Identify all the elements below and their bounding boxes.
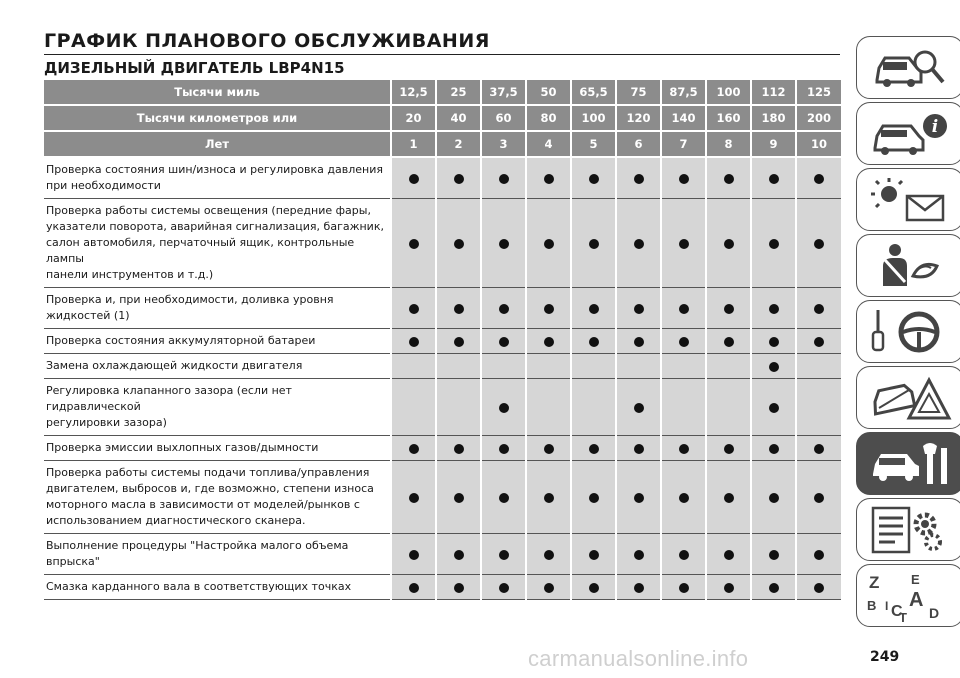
service-required-dot <box>499 304 509 314</box>
service-required-dot <box>499 403 509 413</box>
schedule-cell <box>796 534 841 575</box>
service-required-dot <box>544 493 554 503</box>
header-label: Тысячи миль <box>44 80 391 105</box>
description-line: впрыска" <box>46 555 100 568</box>
schedule-cell <box>436 534 481 575</box>
index-letter: C <box>891 603 903 620</box>
header-row <box>44 80 841 105</box>
description-line: Регулировка клапанного зазора (если нет гидравлической <box>46 384 292 413</box>
index-letter: Z <box>869 573 880 592</box>
schedule-cell <box>436 288 481 329</box>
service-required-dot <box>634 493 644 503</box>
schedule-cell <box>526 534 571 575</box>
tab-index[interactable] <box>856 564 960 627</box>
schedule-cell <box>526 354 571 379</box>
service-required-dot <box>679 493 689 503</box>
index-letter: D <box>929 605 940 621</box>
table-row <box>44 575 841 600</box>
service-required-dot <box>679 583 689 593</box>
schedule-cell <box>706 157 751 199</box>
service-required-dot <box>814 337 824 347</box>
car-search-icon <box>865 42 955 94</box>
schedule-cell <box>526 575 571 600</box>
schedule-cell <box>571 461 616 534</box>
service-required-dot <box>769 444 779 454</box>
schedule-cell <box>661 379 706 436</box>
header-value: 112 <box>751 80 796 105</box>
description-line: Проверка состояния шин/износа и регулировка давления <box>46 163 383 176</box>
service-required-dot <box>544 583 554 593</box>
header-value: 80 <box>526 105 571 131</box>
service-required-dot <box>634 239 644 249</box>
operation-description <box>44 379 391 436</box>
schedule-cell <box>751 461 796 534</box>
operation-description <box>44 288 391 329</box>
table-row <box>44 199 841 288</box>
schedule-cell <box>661 199 706 288</box>
schedule-cell <box>391 354 436 379</box>
seatbelt-airbag-icon <box>865 240 955 292</box>
service-required-dot <box>769 337 779 347</box>
header-value: 160 <box>706 105 751 131</box>
schedule-cell <box>526 288 571 329</box>
schedule-cell <box>796 157 841 199</box>
service-required-dot <box>544 239 554 249</box>
schedule-cell <box>616 534 661 575</box>
schedule-cell <box>436 461 481 534</box>
service-required-dot <box>454 583 464 593</box>
header-value: 8 <box>706 131 751 157</box>
operation-description <box>44 436 391 461</box>
schedule-cell <box>391 575 436 600</box>
operation-description <box>44 329 391 354</box>
header-value: 3 <box>481 131 526 157</box>
service-required-dot <box>499 239 509 249</box>
schedule-cell <box>571 199 616 288</box>
schedule-cell <box>436 575 481 600</box>
service-required-dot <box>589 337 599 347</box>
schedule-cell <box>751 436 796 461</box>
car-maintenance-wrench-icon <box>865 438 955 490</box>
tab-emergency[interactable] <box>856 366 960 429</box>
schedule-cell <box>571 157 616 199</box>
service-required-dot <box>454 444 464 454</box>
header-value: 200 <box>796 105 841 131</box>
header-value: 7 <box>661 131 706 157</box>
header-row <box>44 105 841 131</box>
schedule-cell <box>616 288 661 329</box>
schedule-cell <box>571 329 616 354</box>
schedule-cell <box>616 157 661 199</box>
header-value: 12,5 <box>391 80 436 105</box>
schedule-cell <box>391 534 436 575</box>
schedule-cell <box>706 461 751 534</box>
car-info-icon <box>865 108 955 160</box>
header-value: 125 <box>796 80 841 105</box>
schedule-cell <box>751 157 796 199</box>
service-required-dot <box>409 583 419 593</box>
schedule-cell <box>661 575 706 600</box>
header-row <box>44 131 841 157</box>
header-value: 60 <box>481 105 526 131</box>
service-required-dot <box>814 550 824 560</box>
schedule-cell <box>706 575 751 600</box>
service-required-dot <box>769 239 779 249</box>
schedule-cell <box>526 199 571 288</box>
header-value: 25 <box>436 80 481 105</box>
service-required-dot <box>544 304 554 314</box>
schedule-cell <box>751 534 796 575</box>
header-value: 37,5 <box>481 80 526 105</box>
schedule-cell <box>706 329 751 354</box>
service-required-dot <box>724 493 734 503</box>
schedule-cell <box>751 575 796 600</box>
service-required-dot <box>634 583 644 593</box>
schedule-cell <box>526 461 571 534</box>
schedule-cell <box>796 329 841 354</box>
schedule-cell <box>661 329 706 354</box>
schedule-cell <box>571 534 616 575</box>
page-number: 249 <box>870 649 900 665</box>
schedule-cell <box>706 354 751 379</box>
watermark: carmanualsonline.info <box>528 646 749 671</box>
description-line: указатели поворота, аварийная сигнализация, багажник, <box>46 220 384 233</box>
index-letter: T <box>899 610 907 622</box>
schedule-cell <box>751 199 796 288</box>
service-required-dot <box>409 444 419 454</box>
header-label: Лет <box>44 131 391 157</box>
alphabetical-index-icon <box>865 570 955 622</box>
service-required-dot <box>499 337 509 347</box>
specifications-gears-icon <box>865 504 955 556</box>
header-value: 10 <box>796 131 841 157</box>
schedule-cell <box>661 157 706 199</box>
service-required-dot <box>769 550 779 560</box>
header-value: 20 <box>391 105 436 131</box>
header-value: 4 <box>526 131 571 157</box>
service-required-dot <box>454 337 464 347</box>
description-line: регулировки зазора) <box>46 416 167 429</box>
schedule-cell <box>526 436 571 461</box>
schedule-cell <box>391 199 436 288</box>
service-required-dot <box>769 304 779 314</box>
schedule-cell <box>706 379 751 436</box>
description-line: Проверка эмиссии выхлопных газов/дымности <box>46 441 319 454</box>
schedule-cell <box>706 436 751 461</box>
schedule-cell <box>391 461 436 534</box>
description-line: панели инструментов и т.д.) <box>46 268 214 281</box>
operation-description <box>44 575 391 600</box>
schedule-cell <box>571 354 616 379</box>
schedule-cell <box>571 575 616 600</box>
service-required-dot <box>499 550 509 560</box>
schedule-cell <box>706 534 751 575</box>
description-line: Проверка и, при необходимости, доливка уровня <box>46 293 334 306</box>
tab-safety[interactable] <box>856 234 960 297</box>
schedule-cell <box>526 379 571 436</box>
table-row <box>44 157 841 199</box>
schedule-cell <box>481 461 526 534</box>
header-value: 65,5 <box>571 80 616 105</box>
schedule-cell <box>481 534 526 575</box>
schedule-cell <box>391 157 436 199</box>
schedule-cell <box>796 436 841 461</box>
key-steering-wheel-icon <box>865 306 955 358</box>
schedule-cell <box>391 379 436 436</box>
service-required-dot <box>769 362 779 372</box>
service-required-dot <box>724 444 734 454</box>
service-required-dot <box>724 550 734 560</box>
service-required-dot <box>814 444 824 454</box>
service-required-dot <box>769 403 779 413</box>
table-row <box>44 288 841 329</box>
table-row <box>44 329 841 354</box>
service-required-dot <box>814 493 824 503</box>
service-required-dot <box>589 550 599 560</box>
service-required-dot <box>724 239 734 249</box>
service-required-dot <box>589 493 599 503</box>
schedule-cell <box>571 379 616 436</box>
service-required-dot <box>409 239 419 249</box>
schedule-cell <box>436 379 481 436</box>
service-required-dot <box>679 444 689 454</box>
header-value: 87,5 <box>661 80 706 105</box>
schedule-cell <box>481 575 526 600</box>
table-row <box>44 436 841 461</box>
service-required-dot <box>634 550 644 560</box>
warning-light-message-icon <box>865 174 955 226</box>
service-required-dot <box>769 493 779 503</box>
schedule-cell <box>436 436 481 461</box>
service-required-dot <box>454 550 464 560</box>
header-value: 120 <box>616 105 661 131</box>
schedule-cell <box>391 329 436 354</box>
schedule-cell <box>661 534 706 575</box>
service-required-dot <box>409 304 419 314</box>
service-required-dot <box>634 444 644 454</box>
description-line: моторного масла в зависимости от моделей/рынков с <box>46 498 360 511</box>
index-letter: E <box>911 572 920 587</box>
service-required-dot <box>679 550 689 560</box>
header-value: 50 <box>526 80 571 105</box>
schedule-cell <box>481 329 526 354</box>
header-value: 40 <box>436 105 481 131</box>
service-required-dot <box>679 337 689 347</box>
schedule-cell <box>616 329 661 354</box>
schedule-cell <box>436 157 481 199</box>
svg-text:i: i <box>931 117 939 137</box>
description-line: использованием диагностического сканера. <box>46 514 306 527</box>
service-required-dot <box>634 337 644 347</box>
header-value: 180 <box>751 105 796 131</box>
service-required-dot <box>814 304 824 314</box>
service-required-dot <box>589 583 599 593</box>
schedule-cell <box>796 354 841 379</box>
schedule-cell <box>481 288 526 329</box>
schedule-cell <box>796 379 841 436</box>
description-line: салон автомобиля, перчаточный ящик, контрольные лампы <box>46 236 355 265</box>
service-required-dot <box>409 550 419 560</box>
description-line: Проверка работы системы подачи топлива/управления <box>46 466 370 479</box>
schedule-cell <box>661 288 706 329</box>
service-required-dot <box>454 304 464 314</box>
description-line: двигателем, выбросов и, где возможно, степени износа <box>46 482 374 495</box>
table-row <box>44 461 841 534</box>
service-required-dot <box>409 493 419 503</box>
index-letter: A <box>909 589 924 611</box>
schedule-cell <box>661 461 706 534</box>
schedule-cell <box>481 354 526 379</box>
header-value: 140 <box>661 105 706 131</box>
schedule-cell <box>751 379 796 436</box>
schedule-cell <box>436 199 481 288</box>
service-required-dot <box>724 583 734 593</box>
service-required-dot <box>544 444 554 454</box>
operation-description <box>44 199 391 288</box>
page-title: ГРАФИК ПЛАНОВОГО ОБСЛУЖИВАНИЯ <box>44 30 840 55</box>
service-required-dot <box>724 304 734 314</box>
schedule-cell <box>796 288 841 329</box>
operation-description <box>44 534 391 575</box>
tab-car-info[interactable] <box>856 102 960 165</box>
service-required-dot <box>499 493 509 503</box>
service-required-dot <box>409 174 419 184</box>
description-line: Выполнение процедуры "Настройка малого объема <box>46 539 349 552</box>
schedule-cell <box>436 329 481 354</box>
schedule-cell <box>616 379 661 436</box>
schedule-cell <box>616 436 661 461</box>
schedule-cell <box>661 354 706 379</box>
table-row <box>44 379 841 436</box>
schedule-cell <box>616 354 661 379</box>
service-required-dot <box>724 337 734 347</box>
schedule-cell <box>751 329 796 354</box>
service-required-dot <box>499 583 509 593</box>
service-required-dot <box>634 304 644 314</box>
service-required-dot <box>769 583 779 593</box>
schedule-cell <box>481 157 526 199</box>
service-required-dot <box>454 239 464 249</box>
header-value: 1 <box>391 131 436 157</box>
service-required-dot <box>454 174 464 184</box>
description-line: Проверка состояния аккумуляторной батареи <box>46 334 316 347</box>
header-value: 100 <box>706 80 751 105</box>
service-required-dot <box>589 239 599 249</box>
header-value: 6 <box>616 131 661 157</box>
schedule-cell <box>751 288 796 329</box>
schedule-cell <box>526 157 571 199</box>
schedule-cell <box>391 288 436 329</box>
service-required-dot <box>814 583 824 593</box>
schedule-cell <box>751 354 796 379</box>
schedule-cell <box>481 436 526 461</box>
schedule-cell <box>571 436 616 461</box>
schedule-cell <box>616 575 661 600</box>
description-line: Замена охлаждающей жидкости двигателя <box>46 359 303 372</box>
tab-warning-lights[interactable] <box>856 168 960 231</box>
schedule-cell <box>796 461 841 534</box>
schedule-cell <box>481 199 526 288</box>
schedule-cell <box>526 329 571 354</box>
header-value: 75 <box>616 80 661 105</box>
service-required-dot <box>544 174 554 184</box>
description-line: Смазка карданного вала в соответствующих точках <box>46 580 352 593</box>
service-required-dot <box>589 304 599 314</box>
description-line: при необходимости <box>46 179 161 192</box>
service-required-dot <box>499 174 509 184</box>
service-required-dot <box>679 304 689 314</box>
table-row <box>44 354 841 379</box>
service-required-dot <box>814 239 824 249</box>
service-required-dot <box>589 174 599 184</box>
index-letter: B <box>867 598 877 613</box>
breakdown-warning-triangle-icon <box>865 372 955 424</box>
tab-car-search[interactable] <box>856 36 960 99</box>
schedule-cell <box>616 199 661 288</box>
header-label: Тысячи километров или <box>44 105 391 131</box>
service-required-dot <box>724 174 734 184</box>
operation-description <box>44 354 391 379</box>
schedule-cell <box>796 199 841 288</box>
service-required-dot <box>454 493 464 503</box>
schedule-cell <box>706 288 751 329</box>
header-value: 5 <box>571 131 616 157</box>
maintenance-schedule-table <box>44 80 841 600</box>
section-subtitle: ДИЗЕЛЬНЫЙ ДВИГАТЕЛЬ LBP4N15 <box>44 59 345 77</box>
description-line: Проверка работы системы освещения (передние фары, <box>46 204 371 217</box>
tab-maintenance[interactable] <box>856 432 960 495</box>
service-required-dot <box>409 337 419 347</box>
schedule-cell <box>706 199 751 288</box>
tab-starting-driving[interactable] <box>856 300 960 363</box>
description-line: жидкостей (1) <box>46 309 130 322</box>
service-required-dot <box>679 174 689 184</box>
schedule-cell <box>661 436 706 461</box>
schedule-cell <box>436 354 481 379</box>
schedule-cell <box>796 575 841 600</box>
index-letter: I <box>885 599 889 613</box>
table-row <box>44 534 841 575</box>
service-required-dot <box>814 174 824 184</box>
service-required-dot <box>544 550 554 560</box>
schedule-cell <box>571 288 616 329</box>
operation-description <box>44 461 391 534</box>
schedule-cell <box>391 436 436 461</box>
schedule-cell <box>481 379 526 436</box>
header-value: 9 <box>751 131 796 157</box>
service-required-dot <box>589 444 599 454</box>
schedule-cell <box>616 461 661 534</box>
service-required-dot <box>679 239 689 249</box>
service-required-dot <box>544 337 554 347</box>
service-required-dot <box>769 174 779 184</box>
service-required-dot <box>499 444 509 454</box>
operation-description <box>44 157 391 199</box>
service-required-dot <box>634 174 644 184</box>
header-value: 100 <box>571 105 616 131</box>
tab-technical-data[interactable] <box>856 498 960 561</box>
header-value: 2 <box>436 131 481 157</box>
service-required-dot <box>634 403 644 413</box>
